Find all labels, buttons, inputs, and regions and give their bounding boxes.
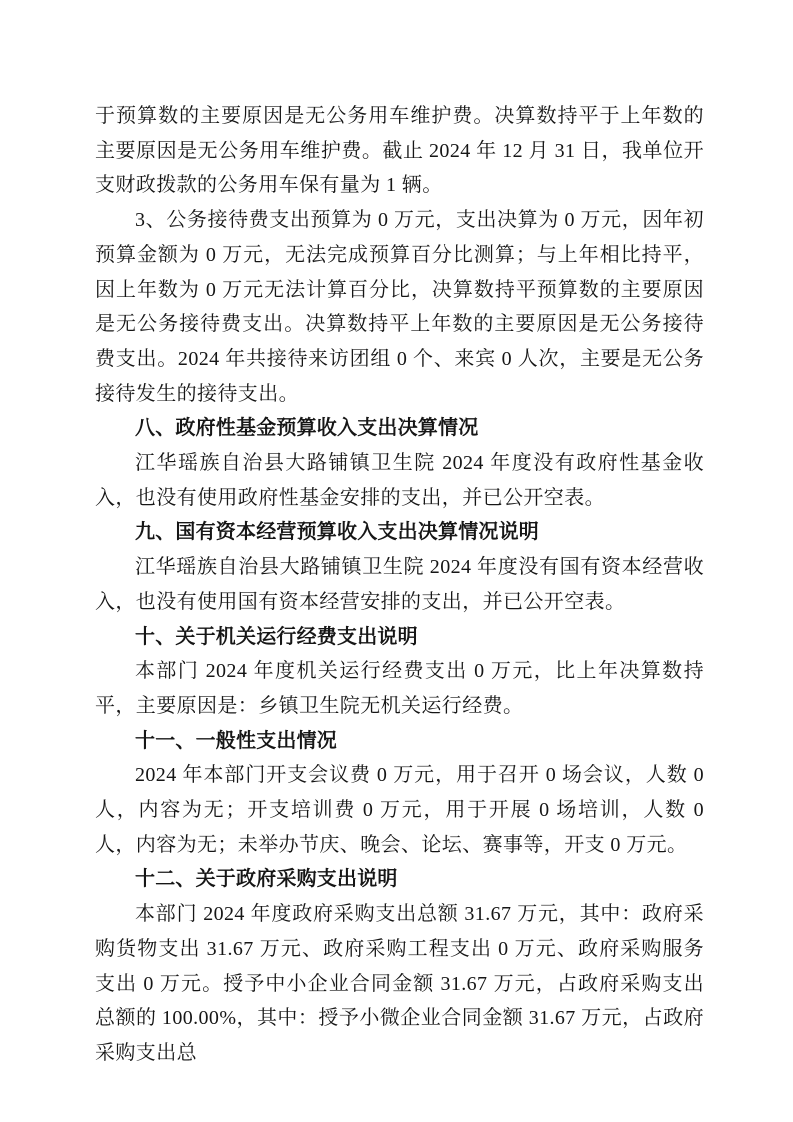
paragraph: 于预算数的主要原因是无公务用车维护费。决算数持平于上年数的主要原因是无公务用车维护费。截止 2024 年 12 月 31 日，我单位开支财政拨款的公务用车保有量为 1 辆。 (95, 105, 704, 197)
paragraph: 本部门 2024 年度机关运行经费支出 0 万元，比上年决算数持平，主要原因是：乡镇卫生院无机关运行经费。 (95, 660, 704, 717)
paragraph: 江华瑶族自治县大路铺镇卫生院 2024 年度没有国有资本经营收入，也没有使用国有资本经营安排的支出，并已公开空表。 (95, 556, 704, 613)
paragraph: 本部门 2024 年度政府采购支出总额 31.67 万元，其中：政府采购货物支出 31.67 万元、政府采购工程支出 0 万元、政府采购服务支出 0 万元。授予中小企业合同金额 31.67 万元，占政府采购支出总额的 100.00%，其中：授予小微企业合同金额 31.67 万元，占政府采购支出总 (95, 903, 704, 1064)
section-heading: 十二、关于政府采购支出说明 (135, 868, 398, 891)
section-heading: 八、政府性基金预算收入支出决算情况 (135, 417, 479, 440)
document-content (95, 99, 704, 1071)
paragraph: 2024 年本部门开支会议费 0 万元，用于召开 0 场会议，人数 0 人，内容为无；开支培训费 0 万元，用于开展 0 场培训，人数 0 人，内容为无；未举办节庆、晚会、论坛、赛事等，开支 0 万元。 (95, 764, 704, 856)
paragraph: 3、公务接待费支出预算为 0 万元，支出决算为 0 万元，因年初预算金额为 0 万元，无法完成预算百分比测算；与上年相比持平，因上年数为 0 万元无法计算百分比，决算数持平预算数的主要原因是无公务接待费支出。决算数持平上年数的主要原因是无公务接待费支出。2024 年共接待来访团组 0 个、来宾 0 人次，主要是无公务接待发生的接待支出。 (95, 209, 704, 405)
paragraph: 江华瑶族自治县大路铺镇卫生院 2024 年度没有政府性基金收入，也没有使用政府性基金安排的支出，并已公开空表。 (95, 452, 704, 509)
section-heading: 十一、一般性支出情况 (135, 729, 337, 752)
section-heading: 九、国有资本经营预算收入支出决算情况说明 (135, 521, 539, 544)
section-heading: 十、关于机关运行经费支出说明 (135, 625, 418, 648)
